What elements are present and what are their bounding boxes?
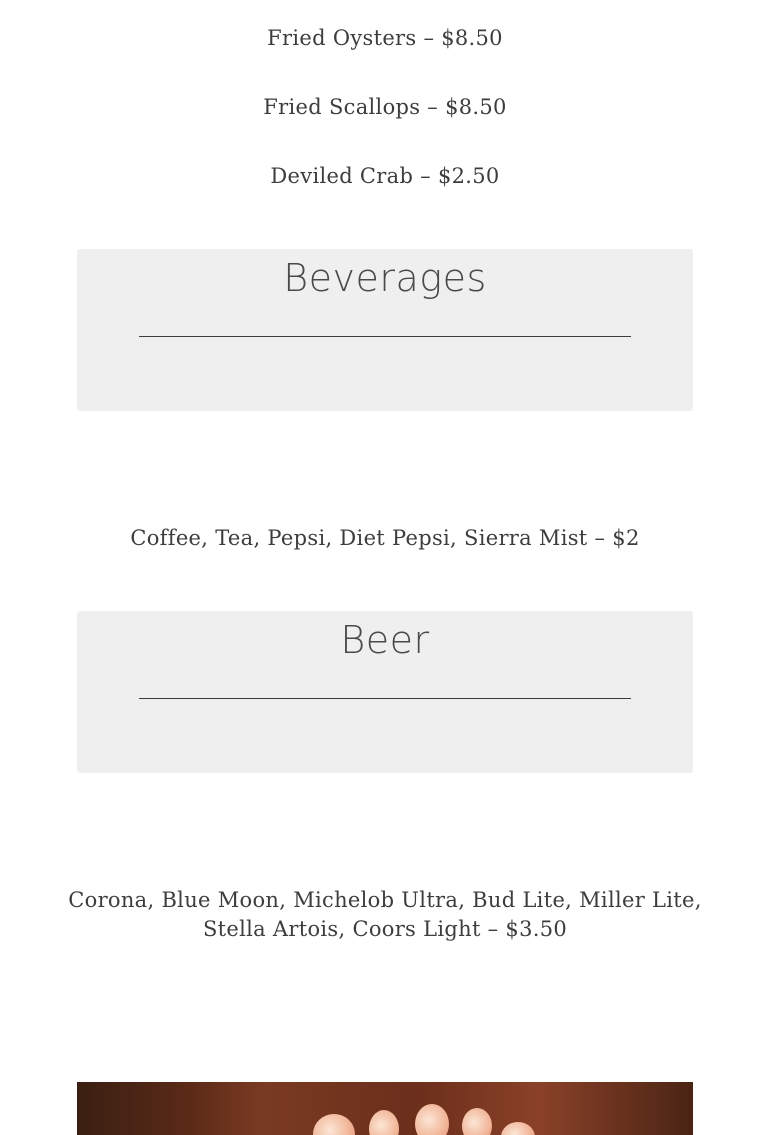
beverages-items: Coffee, Tea, Pepsi, Diet Pepsi, Sierra Mist – $2: [130, 526, 640, 550]
beverages-title: Beverages: [283, 256, 487, 300]
beer-title: Beer: [340, 618, 430, 662]
shrimp-shape: [313, 1114, 355, 1135]
beer-items-line-1: Corona, Blue Moon, Michelob Ultra, Bud Lite, Miller Lite,: [68, 888, 702, 912]
food-photo: [77, 1082, 693, 1135]
beer-divider: [139, 698, 631, 699]
shrimp-shape: [369, 1110, 399, 1135]
shrimp-shape: [501, 1122, 535, 1135]
beer-items-line-2: Stella Artois, Coors Light – $3.50: [202, 917, 568, 941]
menu-item-fried-oysters: Fried Oysters – $8.50: [267, 26, 503, 50]
shrimp-shape: [462, 1108, 492, 1135]
beverages-divider: [139, 336, 631, 337]
menu-item-fried-scallops: Fried Scallops – $8.50: [263, 95, 507, 119]
menu-item-deviled-crab: Deviled Crab – $2.50: [270, 164, 500, 188]
beer-section-header: [77, 611, 693, 773]
beverages-section-header: [77, 249, 693, 411]
shrimp-shape: [415, 1104, 449, 1135]
